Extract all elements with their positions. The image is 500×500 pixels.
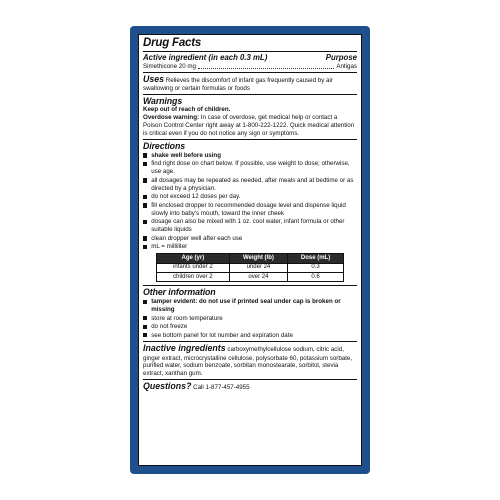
- directions-item-text: clean dropper well after each use: [151, 234, 243, 242]
- table-cell: under 24: [229, 263, 287, 272]
- purpose-heading: Purpose: [325, 53, 357, 63]
- table-cell: infants under 2: [157, 263, 230, 272]
- drug-facts-title: Drug Facts: [143, 37, 202, 49]
- directions-section: [143, 139, 357, 285]
- other-info-item-text: do not freeze: [151, 323, 188, 331]
- uses-heading: Uses: [143, 74, 165, 85]
- inactive-ingredients-section: [143, 341, 357, 379]
- title-rule: [143, 51, 357, 52]
- table-row: [157, 263, 344, 272]
- directions-item: [143, 235, 357, 243]
- directions-item-text: shake well before using: [151, 151, 221, 159]
- other-info-item: [143, 315, 357, 323]
- other-info-item: [143, 298, 357, 314]
- dosage-table-header-row: [157, 254, 344, 264]
- directions-item: [143, 152, 357, 160]
- directions-item: [143, 160, 357, 176]
- directions-item: [143, 177, 357, 193]
- questions-heading: Questions?: [143, 381, 192, 392]
- warnings-heading: Warnings: [143, 96, 183, 107]
- directions-item: [143, 218, 357, 234]
- directions-heading: Directions: [143, 141, 186, 152]
- leader-dots: [198, 68, 334, 69]
- purpose-value: Antigas: [336, 63, 357, 71]
- directions-item-text: find right dose on chart below. If possible, use weight to dose; otherwise, use age.: [151, 160, 350, 176]
- uses-text: Relieves the discomfort of infant gas frequently caused by air swallowing or certain formulas or foods: [143, 77, 333, 93]
- bullet-square-icon: [143, 316, 147, 320]
- directions-item-text: fill enclosed dropper to recommended dosage level and dispense liquid slowly into baby's mouth, toward the inner cheek: [151, 201, 346, 217]
- active-ingredient-row: [143, 63, 357, 71]
- bullet-square-icon: [143, 153, 147, 157]
- bullet-square-icon: [143, 162, 147, 166]
- bullet-square-icon: [143, 236, 147, 240]
- other-info-item: [143, 323, 357, 331]
- overdose-warning: [143, 114, 357, 138]
- questions-section: [143, 379, 357, 393]
- overdose-text: In case of overdose, get medical help or contact a Poison Control Center right away at 1-800-222-1222. Quick medical attention is critical even if you do not notice any sign or symptoms.: [143, 114, 355, 138]
- other-information-section: [143, 285, 357, 341]
- bullet-square-icon: [143, 195, 147, 199]
- directions-item: [143, 202, 357, 218]
- table-cell: children over 2: [157, 273, 230, 282]
- directions-item: [143, 193, 357, 201]
- warnings-section: [143, 94, 357, 139]
- directions-item: [143, 243, 357, 251]
- directions-item-text: all dosages may be repeated as needed, after meals and at bedtime or as directed by a physician.: [151, 176, 354, 192]
- dosage-table-header: Weight (lb): [229, 254, 287, 264]
- inactive-ingredients-text: carboxymethylcellulose sodium, citric acid, ginger extract, microcrystalline cellulose, polysorbate 60, potassium sorbate, purified water, sodium benzoate, sorbitan monostearate, sorbitol, stevia extract, xanthan gum.: [143, 346, 353, 378]
- other-info-item-text: tamper evident: do not use if printed seal under cap is broken or missing: [151, 298, 341, 314]
- table-row: [157, 273, 344, 282]
- other-info-item-text: see bottom panel for lot number and expiration date: [151, 331, 293, 339]
- inactive-ingredients-heading: Inactive ingredients: [143, 343, 226, 354]
- bullet-square-icon: [143, 325, 147, 329]
- dosage-table-header: Dose (mL): [288, 254, 344, 264]
- bullet-square-icon: [143, 203, 147, 207]
- active-ingredient-heading: Active ingredient (in each 0.3 mL): [143, 53, 268, 63]
- bullet-square-icon: [143, 178, 147, 182]
- questions-text: Call 1-877-457-4955: [193, 384, 250, 392]
- active-ingredient: Simethicone 20 mg: [143, 63, 196, 71]
- bullet-square-icon: [143, 220, 147, 224]
- bullet-square-icon: [143, 245, 147, 249]
- bullet-square-icon: [143, 300, 147, 304]
- title-section: [143, 36, 357, 72]
- other-info-item-text: store at room temperature: [151, 314, 223, 322]
- directions-item-text: dosage can also be mixed with 1 oz. cool water, infant formula or other suitable liquids: [151, 218, 345, 234]
- dosage-table: [156, 253, 344, 282]
- dosage-table-header: Age (yr): [157, 254, 230, 264]
- bullet-square-icon: [143, 333, 147, 337]
- table-cell: 0.3: [288, 263, 344, 272]
- uses-section: [143, 72, 357, 94]
- table-cell: over 24: [229, 273, 287, 282]
- directions-item-text: do not exceed 12 doses per day.: [151, 193, 241, 201]
- other-information-heading: Other information: [143, 287, 216, 298]
- overdose-label: Overdose warning:: [143, 114, 200, 122]
- directions-item-text: mL = milliliter: [151, 243, 188, 251]
- active-heading-row: [143, 53, 357, 63]
- drug-facts-label: [138, 34, 362, 466]
- table-cell: 0.6: [288, 273, 344, 282]
- other-info-item: [143, 332, 357, 340]
- keep-out-warning: Keep out of reach of children.: [143, 106, 231, 114]
